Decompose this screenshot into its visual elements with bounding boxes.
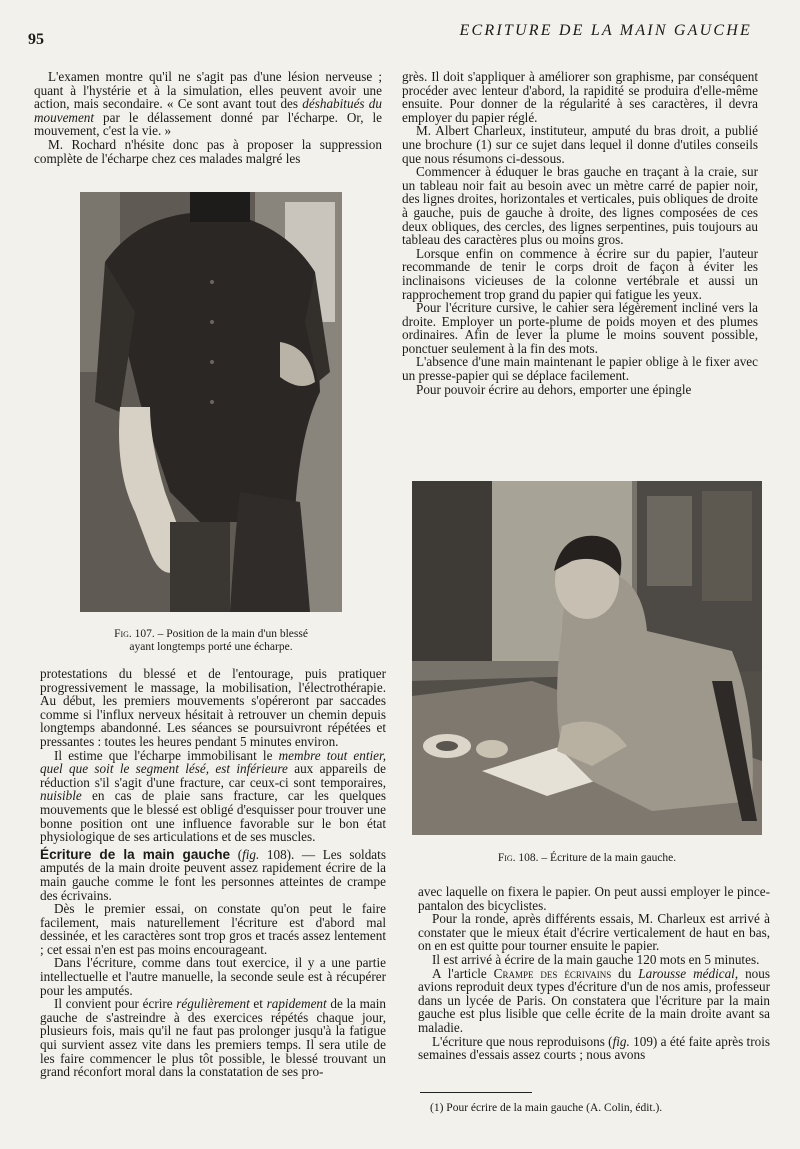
paragraph: L'examen montre qu'il ne s'agit pas d'une lésion nerveuse ; quant à l'hystérie et à la simulation, elles peuvent avoir une action, mais secondaire. « Ce sont avant tout des déshabitués du mouvement par le délassement donné par l'écharpe. Or, le mouvement, c'est la vie. » [34,69,382,139]
paragraph: M. Albert Charleux, instituteur, amputé du bras droit, a publié une brochure (1) sur ce sujet dans lequel il donne d'utiles conseils que nous résumons ci-dessous. [402,123,758,166]
paragraph: protestations du blessé et de l'entourage, puis pratiquer progressivement le massage, la mobilisation, l'électrothérapie. Au début, les premiers mouvements s'opéreront par saccades comme si l'influx nerveux hésitait à retrouver un chemin depuis longtemps abandonné. Les séances se poursuivront répétées et pressantes : toutes les heures pendant 5 minutes environ. [40,666,386,749]
figure-label: Fig. 107. [114,628,155,640]
caption-line: – Écriture de la main gauche. [541,852,677,864]
paragraph: Commencer à éduquer le bras gauche en traçant à la craie, sur un tableau noir fait au besoin avec un mètre carré de papier noir, des lignes droites, horizontales et verticales, puis obliques de droite à gauche, puis de gauche à droite, des lignes composées de ces deux obliques, des cercles, des lignes serpentines, puis toujours au tableau des caractères plus ou moins gros. [402,164,758,248]
paragraph: L'absence d'une main maintenant le papier oblige à le fixer avec un presse-papier qui se déplace facilement. [402,354,758,384]
paragraph: Dans l'écriture, comme dans tout exercice, il y a une partie intellectuelle et l'autre manuelle, la seconde seule est à récupérer pour les amputés. [40,955,386,998]
left-column-bottom-text [40,667,386,1079]
paragraph: Il convient pour écrire régulièrement et rapidement de la main gauche de s'astreindre à des exercices répétés chaque jour, plusieurs fois, mais qu'il ne faut pas prolonger jusqu'à la fatigue qui survient assez vite dans les premiers temps. Il sera utile de les faire commencer le plus tôt possible, le blessé trouvant un grand réconfort moral dans la constatation de ses pro- [40,996,386,1080]
figure-label: Fig. 108. [497,852,539,864]
footnote-rule [420,1092,532,1093]
paragraph: L'écriture que nous reproduisons (fig. 109) a été faite après trois semaines d'essais assez courts ; nous avons [418,1033,770,1063]
figure-107-caption [80,628,342,654]
figure-107-photo [80,192,342,612]
page-number: 95 [28,31,44,48]
figure-108-caption [412,852,762,865]
running-title: ECRITURE DE LA MAIN GAUCHE [459,22,752,39]
right-column-bottom-text [418,885,770,1062]
paragraph: Il est arrivé à écrire de la main gauche 120 mots en 5 minutes. [432,951,760,967]
right-column-top-text [402,70,758,396]
paragraph: A l'article Crampe des écrivains du Larousse médical, nous avions reproduit deux types d'écriture d'un de nos amis, professeur dans un lycée de Paris. On constatera que l'écriture par la main gauche est plus lisible que celle écrite de la main droite avant sa maladie. [418,965,770,1035]
section-paragraph: Écriture de la main gauche (fig. 108). — Les soldats amputés de la main droite peuvent assez rapidement écrire de la main gauche comme le font les personnes atteintes de crampe des écrivains. [40,846,386,903]
paragraph: Il estime que l'écharpe immobilisant le membre tout entier, quel que soit le segment lésé, est inférieure aux appareils de réduction s'il s'agit d'une fracture, car ceux-ci sont temporaires, nuisible en cas de plaie sans fracture, car les quelques mouvements que le blessé est obligé d'esquisser pour trouver une bonne position ont une influence favorable sur le bon état physiologique de ses articulations et de ses muscles. [40,747,386,845]
caption-line: ayant longtemps porté une écharpe. [129,641,293,653]
left-column-top-text [34,70,382,165]
wounded-soldier-photo-image [80,192,342,612]
paragraph: grès. Il doit s'appliquer à améliorer son graphisme, par conséquent procéder avec lenteur d'abord, la rapidité se produira d'elle-même ensuite. Pour donner de la régularité à ses caractères, il devra employer du papier réglé. [402,69,758,125]
paragraph: Pour l'écriture cursive, le cahier sera légèrement incliné vers la droite. Employer un porte-plume de poids moyen et des plumes ordinaires. Afin de lever la plume le moins souvent possible, ponctuer seulement à la fin des mots. [402,300,758,356]
caption-line: – Position de la main d'un blessé [157,628,308,640]
paragraph: Dès le premier essai, on constate qu'on peut le faire facilement, mais naturellement l'écriture est d'abord mal dessinée, et les caractères sont trop gros et tracés assez lentement ; cet essai n'en est pas moins encourageant. [40,901,386,957]
footnote: (1) Pour écrire de la main gauche (A. Colin, édit.). [430,1102,663,1114]
paragraph: Pour pouvoir écrire au dehors, emporter une épingle [416,381,692,397]
figure-108-photo [412,481,762,835]
footnote-title: Pour écrire de la main gauche [446,1102,584,1114]
section-title: Écriture de la main gauche [40,846,231,862]
paragraph: M. Rochard n'hésite donc pas à proposer la suppression complète de l'écharpe chez ces malades malgré les [34,136,382,166]
paragraph: Pour la ronde, après différents essais, M. Charleux est arrivé à constater que le mieux était d'écrire verticalement de haut en bas, on en est quitte pour tourner ensuite le papier. [418,911,770,954]
soldier-writing-photo-image [412,481,762,835]
paragraph: avec laquelle on fixera le papier. On peut aussi employer le pince-pantalon des bicyclistes. [418,884,770,913]
paragraph: Lorsque enfin on commence à écrire sur du papier, l'auteur recommande de tenir le corps droit de façon à éviter les inclinaisons vicieuses de la colonne vertébrale et aussi un rapprochement trop grand du papier qui fatigue les yeux. [402,245,758,302]
